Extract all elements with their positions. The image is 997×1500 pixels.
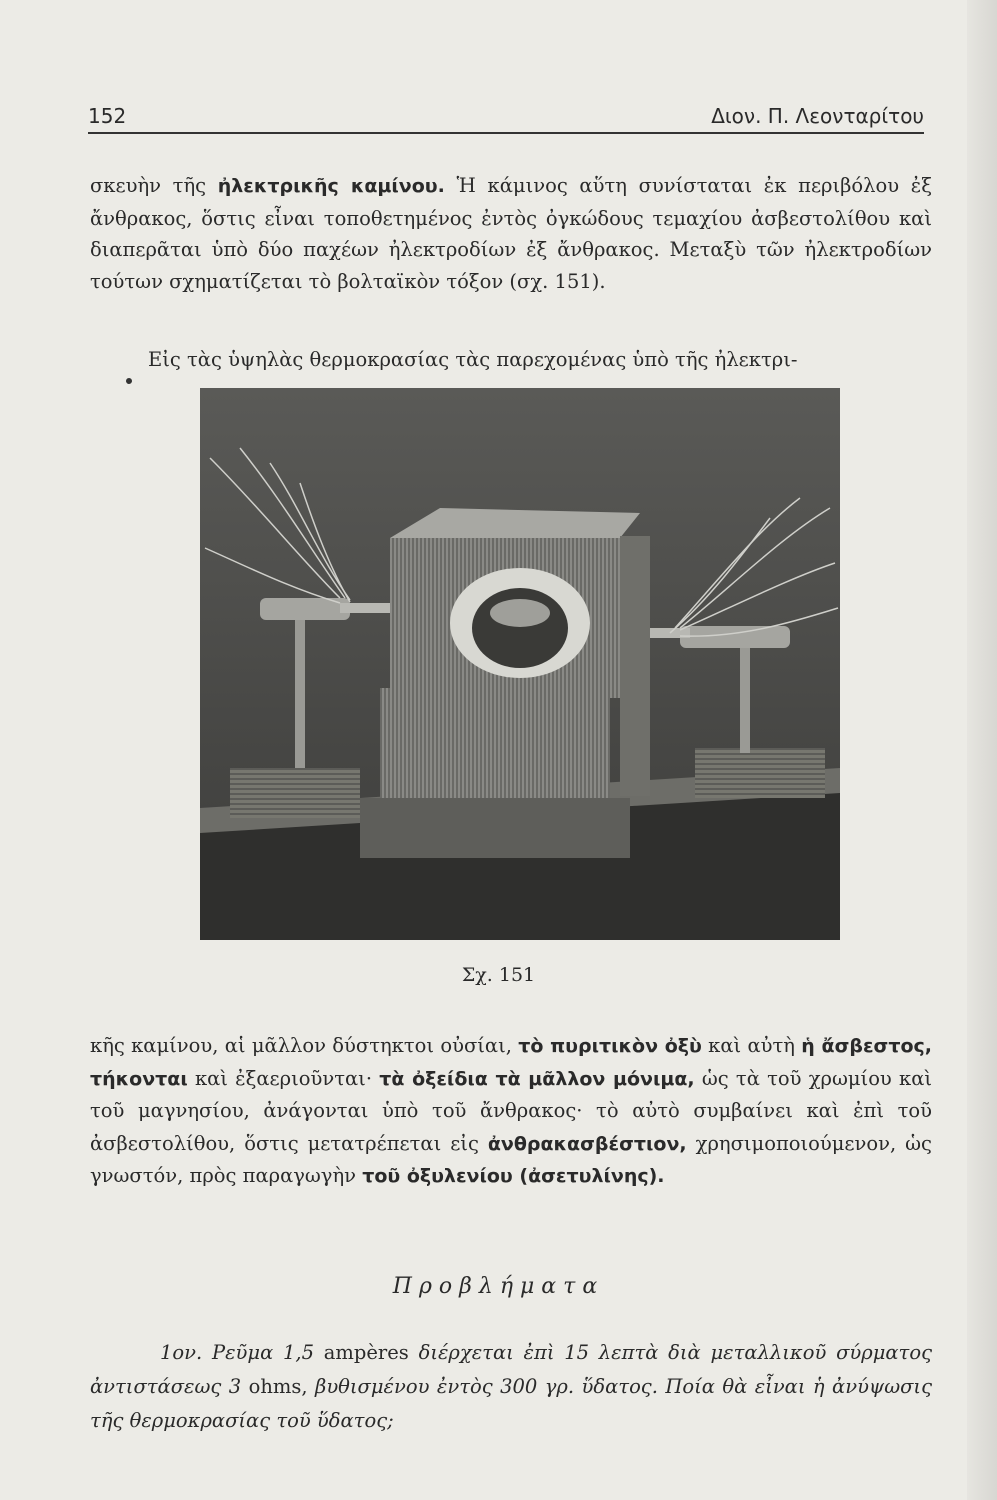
bold-term: ἀνθρακασβέστιον, <box>487 1132 687 1155</box>
bold-term: ἡ ἄσβεστος, τήκονται <box>90 1035 933 1090</box>
bold-term: τὰ ὀξείδια τὰ μᾶλλον μόνιμα, <box>379 1067 695 1090</box>
text: καὶ ἐξαεριοῦνται· <box>187 1066 380 1090</box>
text: καὶ αὐτὴ <box>701 1034 802 1057</box>
running-head: Διον. Π. Λεονταρίτου <box>711 104 924 128</box>
figure-electric-furnace <box>200 388 840 940</box>
text: βυθισμένου ἐντὸς 300 γρ. ὕδατος. Ποία θὰ εἶναι ἡ ἀνύψωσις τῆς θερμοκρασίας τοῦ ὕδατος; <box>90 1375 933 1432</box>
page-header <box>88 104 924 134</box>
paragraph-refractory-substances <box>90 1030 932 1193</box>
margin-dot <box>126 378 132 384</box>
text: χρησιμοποιούμενον, ὡς γνωστόν, πρὸς παραγωγὴν <box>90 1131 932 1187</box>
bold-term: τὸ πυριτικὸν ὀξὺ <box>518 1035 702 1057</box>
text: σκευὴν τῆς <box>90 174 218 197</box>
paragraph-high-temperatures: Εἰς τὰς ὑψηλὰς θερμοκρασίας τὰς παρεχομένας ὑπὸ τῆς ἠλεκτρι- <box>148 348 798 371</box>
bold-term: ἠλεκτρικῆς καμίνου. <box>217 175 445 197</box>
text: 1ον. Ρεῦμα 1,5 <box>160 1341 324 1364</box>
figure-caption: Σχ. 151 <box>461 964 536 986</box>
text: διέρχεται ἐπὶ 15 λεπτὰ διὰ μεταλλικοῦ σύρματος ἀντιστάσεως 3 <box>90 1341 933 1398</box>
text: κῆς καμίνου, αἱ μᾶλλον δύστηκτοι οὐσίαι, <box>90 1034 519 1057</box>
unit-ohm: ohms, <box>248 1375 308 1398</box>
text: ὡς τὰ τοῦ χρωμίου καὶ τοῦ μαγνησίου, ἀνάγονται ὑπὸ τοῦ ἄνθρακος· τὸ αὐτὸ συμβαίνει καὶ ἐπὶ τοῦ ἀσβεστολίθου, ὅστις μετατρέπεται εἰς <box>90 1066 933 1155</box>
furnace-illustration <box>200 388 840 940</box>
unit-ampere: ampères <box>323 1341 409 1364</box>
section-title-problems: Προβλήματα <box>392 1274 605 1299</box>
text: Ἡ κάμινος αὕτη συνίσταται ἐκ περιβόλου ἐξ ἄνθρακος, ὅστις εἶναι τοποθετημένος ἐντὸς ὀγκώδους τεμαχίου ἀσβεστολίθου καὶ διαπερᾶται ὑπὸ δύο παχέων ἠλεκτροδίων ἐξ ἄνθρακος. Μεταξὺ τῶν ἠλεκτροδίων τούτων σχηματίζεται τὸ βολταϊκὸν τόξον (σχ. 151). <box>90 174 932 293</box>
paragraph-furnace-description <box>90 170 932 297</box>
problem-1 <box>90 1336 932 1438</box>
bold-term: τοῦ ὀξυλενίου (ἀσετυλίνης). <box>362 1165 665 1187</box>
page-number: 152 <box>88 104 127 128</box>
